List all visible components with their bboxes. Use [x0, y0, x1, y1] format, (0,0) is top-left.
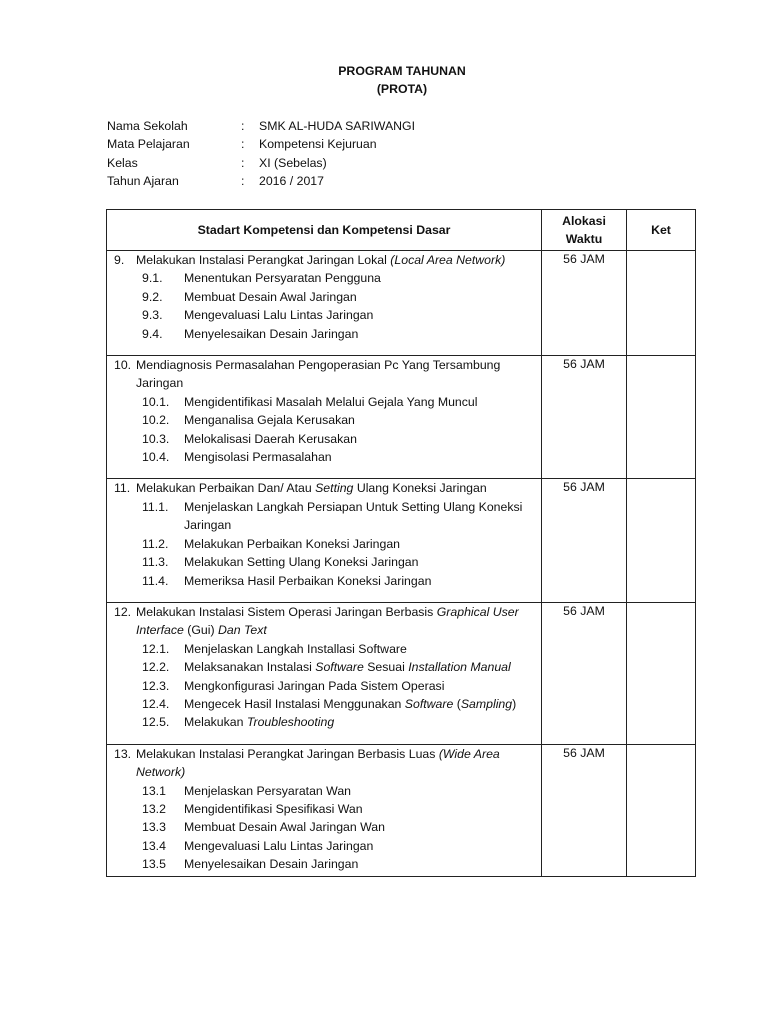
competency-title [114, 356, 537, 393]
list-item [114, 640, 537, 658]
item-number: 12.2. [142, 660, 170, 675]
school-info [107, 117, 509, 191]
item-text: Membuat Desain Awal Jaringan Wan [184, 820, 385, 835]
text-part: Ulang Koneksi Jaringan [353, 481, 487, 496]
text-part-italic: (Local Area Network) [390, 253, 506, 267]
item-text [184, 640, 537, 658]
allocation-cell: 56 JAM [542, 251, 627, 356]
item-number: 13.1 [142, 783, 166, 798]
note-cell [627, 251, 696, 356]
text-part-italic: (Wide Area Network) [136, 746, 500, 780]
info-colon: : [241, 155, 245, 170]
competency-text [136, 251, 537, 269]
item-number: 13.2 [142, 801, 166, 816]
text-part: Melakukan Instalasi Perangkat Jaringan Berbasis Luas [136, 746, 439, 761]
item-text: Melakukan Setting Ulang Koneksi Jaringan [184, 555, 419, 570]
info-row-year [107, 172, 509, 190]
header-note: Ket [627, 210, 696, 251]
item-number: 13.5 [142, 857, 166, 872]
text-part: Melakukan Perbaikan Dan/ Atau [136, 481, 316, 496]
info-label: Kelas [107, 155, 138, 170]
info-row-school [107, 117, 509, 135]
list-item [114, 498, 537, 535]
item-text: Mengidentifikasi Masalah Melalui Gejala Yang Muncul [184, 394, 478, 409]
note-cell [627, 479, 696, 602]
competency-number: 9. [114, 253, 125, 267]
list-item [114, 553, 537, 571]
item-number: 11.4. [142, 573, 169, 588]
list-item [114, 269, 537, 287]
list-item [114, 393, 537, 411]
text-part: (Gui) [183, 623, 219, 638]
competency-cell [107, 356, 542, 479]
info-value: SMK AL-HUDA SARIWANGI [259, 119, 416, 133]
item-number: 9.3. [142, 308, 163, 323]
item-text: Menyelesaikan Desain Jaringan [184, 857, 359, 872]
table-row [107, 356, 696, 479]
list-item [114, 572, 537, 590]
info-value: XI (Sebelas) [259, 155, 327, 170]
note-cell [627, 744, 696, 876]
competency-cell [107, 602, 542, 744]
text-part: ) [512, 696, 517, 711]
info-colon: : [241, 174, 245, 189]
item-text: Menjelaskan Langkah Persiapan Untuk Setting Ulang Koneksi Jaringan [184, 499, 523, 533]
item-number: 12.1. [142, 641, 170, 656]
header-allocation [542, 210, 627, 251]
competency-title [114, 251, 537, 269]
item-text: Mengisolasi Permasalahan [184, 450, 332, 465]
item-text: Memeriksa Hasil Perbaikan Koneksi Jaringan [184, 573, 432, 588]
list-item [114, 288, 537, 306]
text-part: Melakukan [184, 715, 247, 730]
table-row [107, 744, 696, 876]
text-part: Melakukan Instalasi Perangkat Jaringan Lokal [136, 253, 391, 267]
competency-cell [107, 251, 542, 356]
text-part-italic: Graphical User Interface [136, 604, 519, 638]
item-text: Menentukan Persyaratan Pengguna [184, 271, 381, 286]
item-number: 12.3. [142, 678, 170, 693]
allocation-cell: 56 JAM [542, 744, 627, 876]
list-item [114, 448, 537, 466]
item-text [184, 713, 537, 731]
document-title [0, 62, 768, 98]
item-number: 9.4. [142, 326, 163, 341]
competency-cell [107, 479, 542, 602]
list-item [114, 855, 537, 873]
info-row-class [107, 154, 509, 172]
info-value: 2016 / 2017 [259, 174, 324, 189]
title-line-1: PROGRAM TAHUNAN [338, 64, 466, 78]
text-part-italic: Setting [315, 481, 354, 496]
item-number: 9.1. [142, 271, 163, 286]
item-number: 10.1. [142, 394, 170, 409]
table-row [107, 251, 696, 356]
list-item [114, 818, 537, 836]
list-item [114, 837, 537, 855]
list-item [114, 782, 537, 800]
item-number: 10.4. [142, 450, 170, 465]
item-number: 12.4. [142, 696, 170, 711]
list-item [114, 411, 537, 429]
table-row [107, 602, 696, 744]
competency-text [136, 479, 537, 497]
prota-table [106, 209, 696, 877]
table-row [107, 479, 696, 602]
competency-cell [107, 744, 542, 876]
item-text: Menganalisa Gejala Kerusakan [184, 413, 355, 428]
text-part-italic: Troubleshooting [246, 715, 335, 730]
item-text: Menyelesaikan Desain Jaringan [184, 326, 359, 341]
item-number: 13.3 [142, 820, 166, 835]
header-allocation-line-1: Alokasi [562, 214, 606, 228]
note-cell [627, 356, 696, 479]
note-cell [627, 602, 696, 744]
allocation-cell: 56 JAM [542, 602, 627, 744]
item-number: 13.4 [142, 838, 166, 853]
item-text: Melokalisasi Daerah Kerusakan [184, 431, 357, 446]
allocation-cell: 56 JAM [542, 356, 627, 479]
text-part-italic: Installation Manual [408, 660, 511, 675]
item-number: 11.3. [142, 555, 169, 570]
item-number: 9.2. [142, 289, 163, 304]
list-item [114, 800, 537, 818]
competency-text [136, 745, 537, 782]
info-label: Nama Sekolah [107, 119, 188, 133]
competency-number: 11. [114, 481, 131, 496]
table-header-row [107, 210, 696, 251]
competency-number: 12. [114, 604, 132, 619]
info-colon: : [241, 119, 245, 133]
competency-text [136, 603, 537, 640]
text-part: Mengecek Hasil Instalasi Menggunakan [184, 696, 405, 711]
item-text: Mengevaluasi Lalu Lintas Jaringan [184, 308, 374, 323]
text-part-italic: Sampling [460, 696, 513, 711]
competency-number: 13. [114, 746, 132, 761]
item-text [184, 658, 537, 676]
text-part-italic: Software [404, 696, 454, 711]
info-value: Kompetensi Kejuruan [259, 137, 377, 152]
competency-number: 10. [114, 358, 132, 373]
list-item [114, 695, 537, 713]
item-text: Membuat Desain Awal Jaringan [184, 289, 357, 304]
item-number: 12.5. [142, 715, 170, 730]
list-item [114, 306, 537, 324]
title-line-2: (PROTA) [376, 82, 428, 96]
item-text [184, 695, 537, 713]
list-item [114, 677, 537, 695]
item-text [184, 677, 537, 695]
text-part: Melaksanakan Instalasi [184, 660, 316, 675]
item-text: Menjelaskan Persyaratan Wan [184, 783, 351, 798]
text-part-italic: Software [315, 660, 364, 675]
header-allocation-line-2: Waktu [565, 232, 603, 246]
text-part: Melakukan Instalasi Sistem Operasi Jaringan Berbasis [136, 604, 437, 619]
text-part: ( [453, 696, 461, 711]
item-text: Mengevaluasi Lalu Lintas Jaringan [184, 838, 374, 853]
info-label: Mata Pelajaran [107, 137, 190, 152]
competency-title [114, 479, 537, 497]
item-number: 11.2. [142, 536, 169, 551]
competency-text: Mendiagnosis Permasalahan Pengoperasian Pc Yang Tersambung Jaringan [136, 358, 501, 391]
info-label: Tahun Ajaran [107, 174, 179, 189]
info-colon: : [241, 137, 245, 152]
competency-title [114, 603, 537, 640]
info-row-subject [107, 135, 509, 153]
text-part: Menjelaskan Langkah Installasi Software [184, 641, 407, 656]
item-number: 10.3. [142, 431, 170, 446]
allocation-cell: 56 JAM [542, 479, 627, 602]
item-text: Mengidentifikasi Spesifikasi Wan [184, 801, 363, 816]
item-text: Melakukan Perbaikan Koneksi Jaringan [184, 536, 401, 551]
text-part: Mengkonfigurasi Jaringan Pada Sistem Operasi [184, 678, 445, 693]
list-item [114, 713, 537, 731]
text-part-italic: Dan Text [218, 623, 267, 638]
list-item [114, 535, 537, 553]
competency-title [114, 745, 537, 782]
item-number: 11.1. [142, 499, 169, 514]
list-item [114, 658, 537, 676]
item-number: 10.2. [142, 413, 170, 428]
list-item [114, 325, 537, 343]
list-item [114, 430, 537, 448]
text-part: Sesuai [363, 660, 409, 675]
header-competency: Stadart Kompetensi dan Kompetensi Dasar [107, 210, 542, 251]
